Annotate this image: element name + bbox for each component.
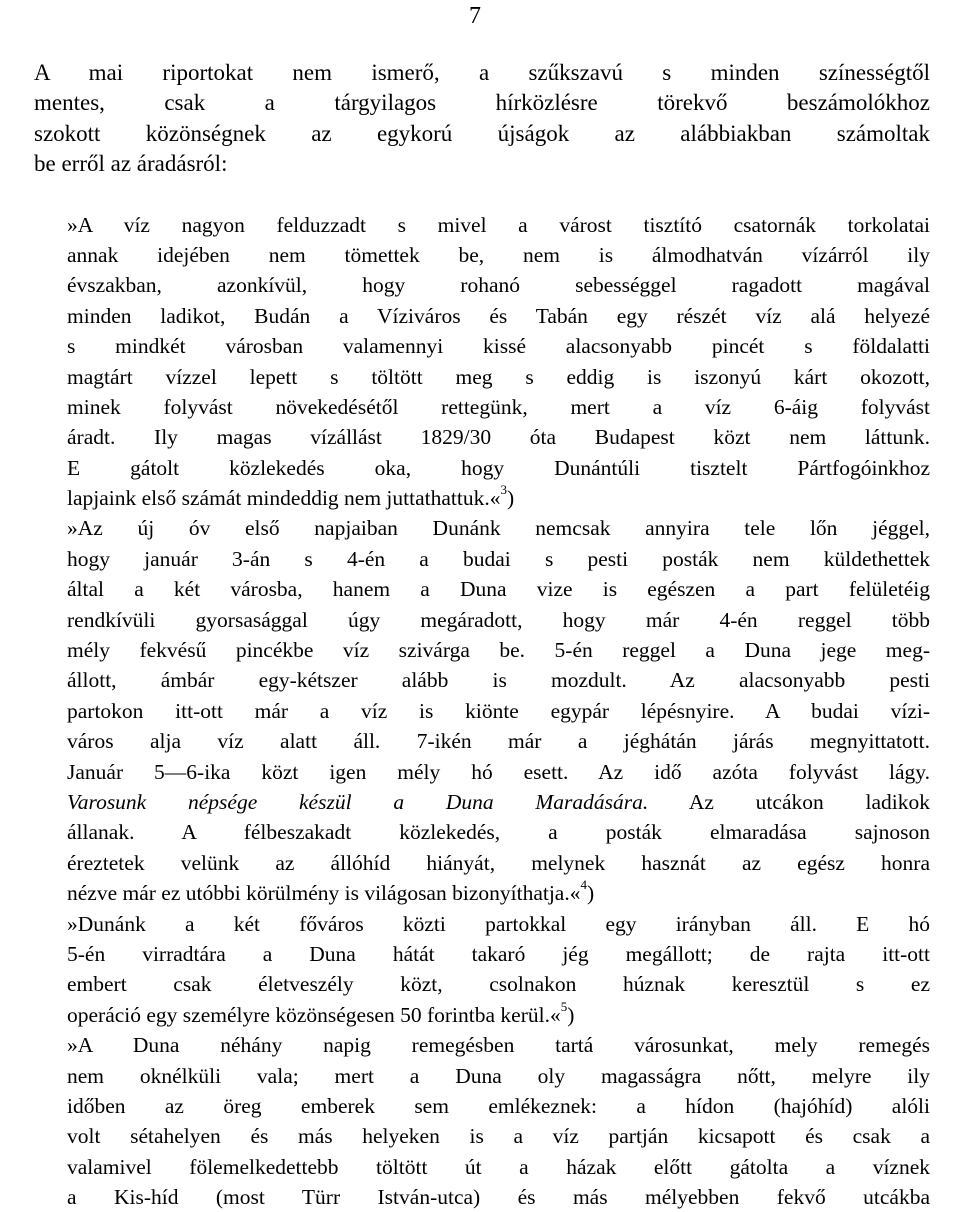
- text-line: minden ladikot, Budán a Víziváros és Tabán egy részét víz alá helyezé: [67, 303, 930, 328]
- footnote-marker: 5: [560, 999, 568, 1014]
- text-line: város alja víz alatt áll. 7-ikén már a jéghátán járás megnyittatott.: [67, 729, 930, 754]
- text-run: Az utcákon ladikok: [648, 789, 930, 814]
- quote-paragraph-4: [67, 1030, 930, 1212]
- page-text: [34, 58, 930, 1212]
- text-line: a Kis-híd (most Türr István-utca) és más mélyebben fekvő utcákba: [67, 1185, 930, 1210]
- text-run: nézve már ez utóbbi körülmény is világosan bizonyíthatja.«: [67, 881, 581, 906]
- text-line: embert csak életveszély közt, csolnakon húznak keresztül s ez: [67, 972, 930, 997]
- text-line: állott, ámbár egy-kétszer alább is mozdult. Az alacsonyabb pesti: [67, 668, 930, 693]
- intro-paragraph: [34, 58, 930, 180]
- text-line: minek folyvást növekedésétől rettegünk, mert a víz 6-áig folyvást: [67, 394, 930, 419]
- footnote-marker: 3: [500, 483, 507, 497]
- text-line: volt sétahelyen és más helyeken is a víz partján kicsapott és csak a: [67, 1124, 930, 1149]
- text-line: »A Duna néhány napig remegésben tartá városunkat, mely remegés: [67, 1033, 930, 1058]
- text-line: E gátolt közlekedés oka, hogy Dunántúli tisztelt Pártfogóinkhoz: [67, 455, 930, 480]
- text-run: operáció egy személyre közönségesen 50 forintba kerül.«: [67, 1002, 561, 1027]
- text-line: szokott közönségnek az egykorú újságok az alábbiakban számoltak: [34, 120, 930, 146]
- text-line: 5-én virradtára a Duna hátát takaró jég megállott; de rajta itt-ott: [67, 941, 930, 966]
- text-line: partokon itt-ott már a víz is kiönte egypár lépésnyire. A budai vízi-: [67, 698, 930, 723]
- text-line: hogy január 3-án s 4-én a budai s pesti posták nem küldethettek: [67, 546, 930, 571]
- text-run: lapjaink első számát mindeddig nem juttathattuk.«: [67, 486, 501, 511]
- text-line: nem oknélküli vala; mert a Duna oly magasságra nőtt, melyre ily: [67, 1063, 930, 1088]
- text-line: annak idejében nem tömettek be, nem is álmodhatván vízárról ily: [67, 242, 930, 267]
- quote-paragraph-3: [67, 909, 930, 1031]
- text-line: mentes, csak a tárgyilagos hírközlésre törekvő beszámolókhoz: [34, 90, 930, 116]
- text-line: s mindkét városban valamennyi kissé alacsonyabb pincét s földalatti: [67, 334, 930, 359]
- text-line: éreztetek velünk az állóhíd hiányát, melynek hasznát az egész honra: [67, 850, 930, 875]
- text-line: »Dunánk a két főváros közti partokkal egy irányban áll. E hó: [67, 911, 930, 936]
- text-line: áradt. Ily magas vízállást 1829/30 óta Budapest közt nem láttunk.: [67, 425, 930, 450]
- text-run: ): [507, 486, 515, 511]
- text-line: »Az új óv első napjaiban Dunánk nemcsak annyira tele lőn jéggel,: [67, 516, 930, 541]
- quote-paragraph-2: [67, 513, 930, 908]
- text-line: időben az öreg emberek sem emlékeznek: a hídon (hajóhíd) alóli: [67, 1093, 930, 1118]
- text-line: mély fekvésű pincékbe víz szivárga be. 5-én reggel a Duna jege meg-: [67, 638, 930, 663]
- text-line: »A víz nagyon felduzzadt s mivel a várost tisztító csatornák torkolatai: [67, 212, 930, 237]
- paragraph-gap: [34, 180, 930, 210]
- text-line: A mai riportokat nem ismerő, a szűkszavú s minden színességtől: [34, 60, 930, 85]
- text-line: által a két városba, hanem a Duna vize is egészen a part felületéig: [67, 577, 930, 602]
- text-line: [67, 483, 930, 513]
- text-line: évszakban, azonkívül, hogy rohanó sebességgel ragadott magával: [67, 273, 930, 298]
- text-line: be erről az áradásról:: [34, 151, 228, 177]
- text-run: ): [586, 881, 595, 906]
- page-number: 7: [469, 3, 481, 29]
- text-line: [67, 878, 930, 908]
- text-line: rendkívüli gyorsasággal úgy megáradott, hogy már 4-én reggel több: [67, 607, 930, 632]
- text-line: [67, 787, 930, 817]
- text-line: [67, 1000, 930, 1030]
- text-line: magtárt vízzel lepett s töltött meg s eddig is iszonyú kárt okozott,: [67, 364, 930, 389]
- text-line: állanak. A félbeszakadt közlekedés, a posták elmaradása sajnoson: [67, 820, 930, 845]
- quote-paragraph-1: [67, 210, 930, 514]
- text-line: valamivel fölemelkedettebb töltött út a házak előtt gátolta a víznek: [67, 1154, 930, 1179]
- footnote-marker: 4: [580, 878, 587, 892]
- text-run: ): [567, 1002, 575, 1027]
- text-line: Január 5—6-ika közt igen mély hó esett. Az idő azóta folyvást lágy.: [67, 759, 930, 784]
- italic-phrase: Varosunk népsége készül a Duna Maradására.: [67, 789, 649, 814]
